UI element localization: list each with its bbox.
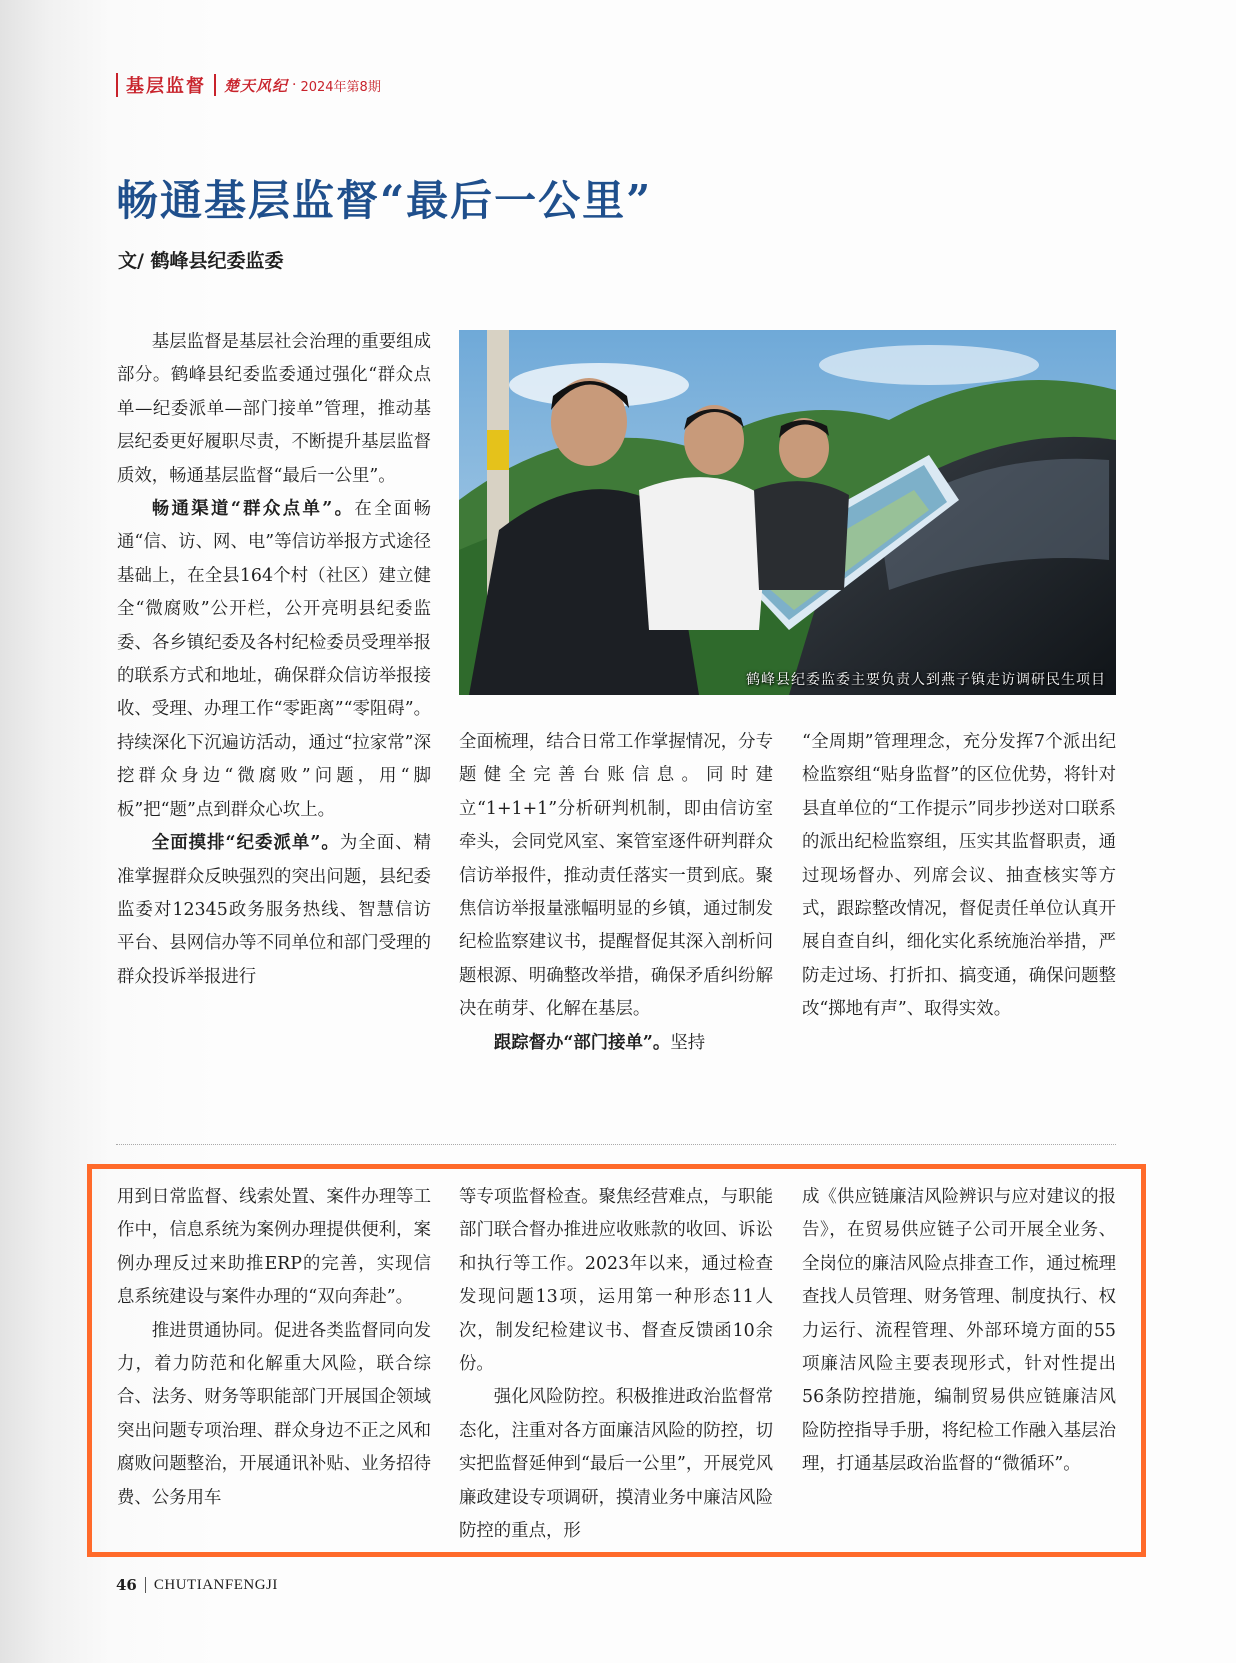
article-photo xyxy=(459,330,1116,695)
paragraph xyxy=(117,493,431,827)
issue-number: 2024年第8期 xyxy=(300,79,381,95)
paragraph-body: 在全面畅通“信、访、网、电”等信访举报方式途径基础上，在全县164个村（社区）建立健全“微腐败”公开栏，公开亮明县纪委监委、各乡镇纪委及各村纪检委员受理举报的联系方式和地址，确保群众信访举报接收、受理、办理工作“零距离”“零阻碍”。持续深化下沉遍访活动，通过“拉家常”深挖群众身边“微腐败”问题，用“脚板”把“题”点到群众心坎上。 xyxy=(117,499,431,820)
page-header xyxy=(116,70,381,100)
paragraph-heading: 推进贯通协同。 xyxy=(151,1320,274,1341)
header-bar xyxy=(116,73,118,97)
paragraph xyxy=(117,827,431,994)
paragraph: 全面梳理，结合日常工作掌握情况，分专题健全完善台账信息。同时建立“1+1+1”分析研判机制，即由信访室牵头，会同党风室、案管室逐件研判群众信访举报件，推动责任落实一贯到底。聚焦信访举报量涨幅明显的乡镇，通过制发纪检监察建议书，提醒督促其深入剖析问题根源、明确整改举措，确保矛盾纠纷解决在萌芽、化解在基层。 xyxy=(459,732,773,1020)
paragraph: 成《供应链廉洁风险辨识与应对建议的报告》，在贸易供应链子公司开展全业务、全岗位的廉洁风险点排查工作，通过梳理查找人员管理、财务管理、制度执行、权力运行、流程管理、外部环境方面的55项廉洁风险主要表现形式，针对性提出56条防控措施，编制贸易供应链廉洁风险防控指导手册，将纪检工作融入基层治理，打通基层政治监督的“微循环”。 xyxy=(802,1187,1116,1475)
text-column-1 xyxy=(117,326,431,994)
page-footer xyxy=(116,1576,278,1594)
paragraph-body: 为全面、精准掌握群众反映强烈的突出问题，县纪委监委对12345政务服务热线、智慧信访平台、县网信办等不同单位和部门受理的群众投诉举报进行 xyxy=(117,833,431,987)
paragraph-heading: 跟踪督办“部门接单”。 xyxy=(493,1032,671,1053)
page-number: 46 xyxy=(116,1576,137,1594)
paragraph-body: 坚持 xyxy=(670,1032,706,1053)
section-divider xyxy=(116,1144,1116,1145)
highlight-column-1 xyxy=(117,1181,431,1515)
photo-illustration xyxy=(459,330,1116,695)
magazine-logo: 楚天风纪 xyxy=(224,76,289,95)
paragraph: 基层监督是基层社会治理的重要组成部分。鹤峰县纪委监委通过强化“群众点单—纪委派单—部门接单”管理，推动基层纪委更好履职尽责，不断提升基层监督质效，畅通基层监督“最后一公里”。 xyxy=(117,332,431,486)
magazine-name: CHUTIANFENGJI xyxy=(153,1576,278,1593)
paragraph-heading: 全面摸排“纪委派单”。 xyxy=(151,833,340,854)
paragraph-body: 促进各类监督同向发力，着力防范和化解重大风险，联合综合、法务、财务等职能部门开展国企领域突出问题专项治理、群众身边不正之风和腐败问题整治，开展通讯补贴、业务招待费、公务用车 xyxy=(117,1320,431,1508)
highlight-column-2 xyxy=(459,1181,773,1548)
article-title: 畅通基层监督“最后一公里” xyxy=(116,176,653,225)
footer-separator xyxy=(145,1577,146,1593)
paragraph xyxy=(459,1027,773,1060)
text-column-3 xyxy=(802,726,1116,1027)
paragraph xyxy=(459,1381,773,1548)
paragraph: “全周期”管理理念，充分发挥7个派出纪检监察组“贴身监督”的区位优势，将针对县直单位的“工作提示”同步抄送对口联系的派出纪检监察组，压实其监督职责，通过现场督办、列席会议、抽查核实等方式，跟踪整改情况，督促责任单位认真开展自查自纠，细化实化系统施治举措，严防走过场、打折扣、搞变通，确保问题整改“掷地有声”、取得实效。 xyxy=(802,732,1116,1020)
header-separator xyxy=(214,74,216,96)
article-byline: 文/ 鹤峰县纪委监委 xyxy=(118,250,284,272)
paragraph-heading: 强化风险防控。 xyxy=(493,1387,616,1408)
text-column-2 xyxy=(459,726,773,1060)
highlight-column-3 xyxy=(802,1181,1116,1482)
photo-caption: 鹤峰县纪委监委主要负责人到燕子镇走访调研民生项目 xyxy=(746,672,1106,688)
paragraph: 用到日常监督、线索处置、案件办理等工作中，信息系统为案例办理提供便利，案例办理反过来助推ERP的完善，实现信息系统建设与案件办理的“双向奔赴”。 xyxy=(117,1187,431,1308)
header-dot: · xyxy=(292,77,297,93)
section-name: 基层监督 xyxy=(126,76,206,97)
paragraph: 等专项监督检查。聚焦经营难点，与职能部门联合督办推进应收账款的收回、诉讼和执行等工作。2023年以来，通过检查发现问题13项，运用第一种形态11人次，制发纪检建议书、督查反馈函10余份。 xyxy=(459,1187,773,1375)
paragraph-body: 积极推进政治监督常态化，注重对各方面廉洁风险的防控，切实把监督延伸到“最后一公里”，开展党风廉政建设专项调研，摸清业务中廉洁风险防控的重点，形 xyxy=(459,1387,773,1542)
paragraph xyxy=(117,1315,431,1515)
paragraph-heading: 畅通渠道“群众点单”。 xyxy=(151,499,355,520)
